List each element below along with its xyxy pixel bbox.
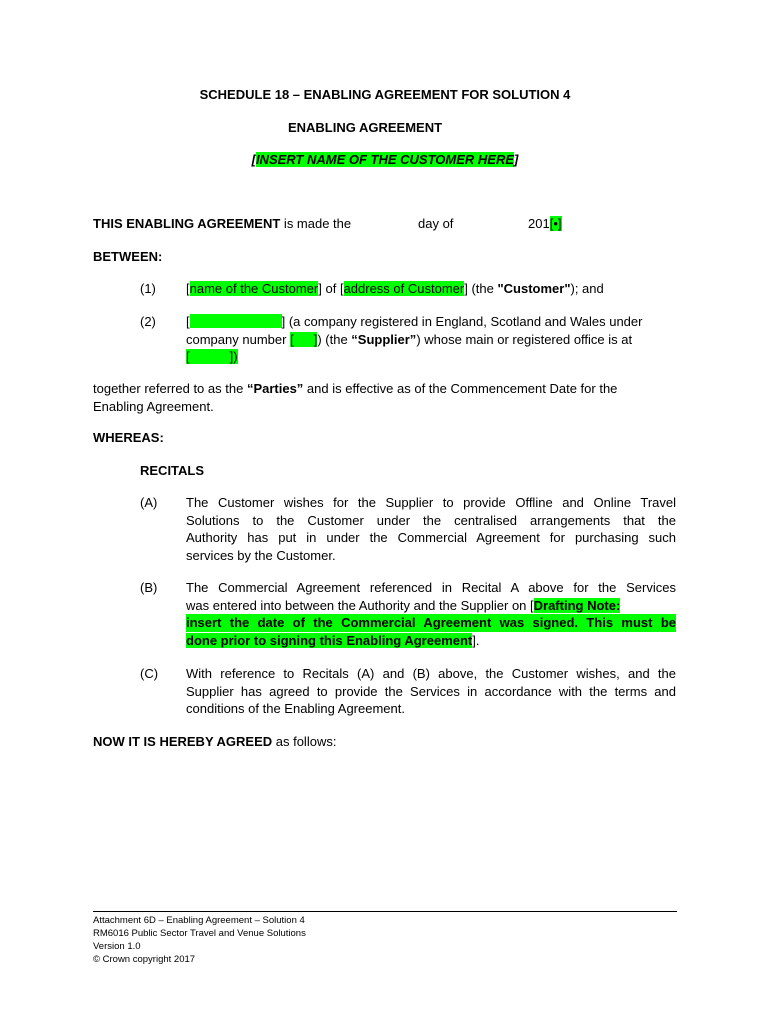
recital-b-text: The Commercial Agreement referenced in Recital A above for the Services was entered into between the Authority and the Supplier on [Drafting Note: insert the date of the Commercial Agreement was signed. This must be done prior to signing this Enabling Agreement]. [186,580,676,648]
whereas-heading: WHEREAS: [93,430,164,445]
recital-a-text: The Customer wishes for the Supplier to provide Offline and Online Travel Solutions to the Customer under the centralised arrangements that the Authority has put in under the Commercial Agreement for purchasing such services by the Customer. [186,495,676,563]
between-heading: BETWEEN: [93,249,163,264]
together-paragraph: together referred to as the “Parties” and is effective as of the Commencement Date for the Enabling Agreement. [93,381,618,414]
footer-line-3: Version 1.0 [93,941,141,952]
customer-name-field: name of the Customer [189,281,319,296]
footer-rule [93,911,677,912]
recital-c-label: (C) [140,666,159,681]
intro-day-of: day of [418,216,454,231]
customer-address-field: address of Customer [343,281,465,296]
recital-c-text: With reference to Recitals (A) and (B) above, the Customer wishes, and the Supplier has agreed to provide the Services in accordance with the terms and conditions of the Enabling Agreement. [186,666,676,716]
recital-a-label: (A) [140,495,158,510]
intro-lead: THIS ENABLING AGREEMENT is made the [93,216,352,231]
agreed-clause: NOW IT IS HEREBY AGREED as follows: [93,734,337,749]
schedule-title: SCHEDULE 18 – ENABLING AGREEMENT FOR SOLUTION 4 [199,87,571,102]
supplier-name-field [190,314,282,328]
intro-year: 201[•] [528,216,562,231]
party-2-number: (2) [140,314,156,329]
party-1-text: [name of the Customer] of [address of Customer] (the "Customer"); and [186,281,604,296]
recitals-heading: RECITALS [140,463,205,478]
customer-name-placeholder: [INSERT NAME OF THE CUSTOMER HERE] [251,152,519,167]
party-1-number: (1) [140,281,156,296]
agreement-title: ENABLING AGREEMENT [287,120,443,135]
footer-line-1: Attachment 6D – Enabling Agreement – Solution 4 [93,915,305,926]
recital-b-label: (B) [140,580,158,595]
footer-line-2: RM6016 Public Sector Travel and Venue Solutions [93,928,306,939]
party-2-text: [ ] (a company registered in England, Scotland and Wales under company number [ ]) (the “Supplier”) whose main or registered office is at [ ]) [186,314,643,364]
footer [93,914,306,966]
footer-line-4: © Crown copyright 2017 [93,954,196,965]
